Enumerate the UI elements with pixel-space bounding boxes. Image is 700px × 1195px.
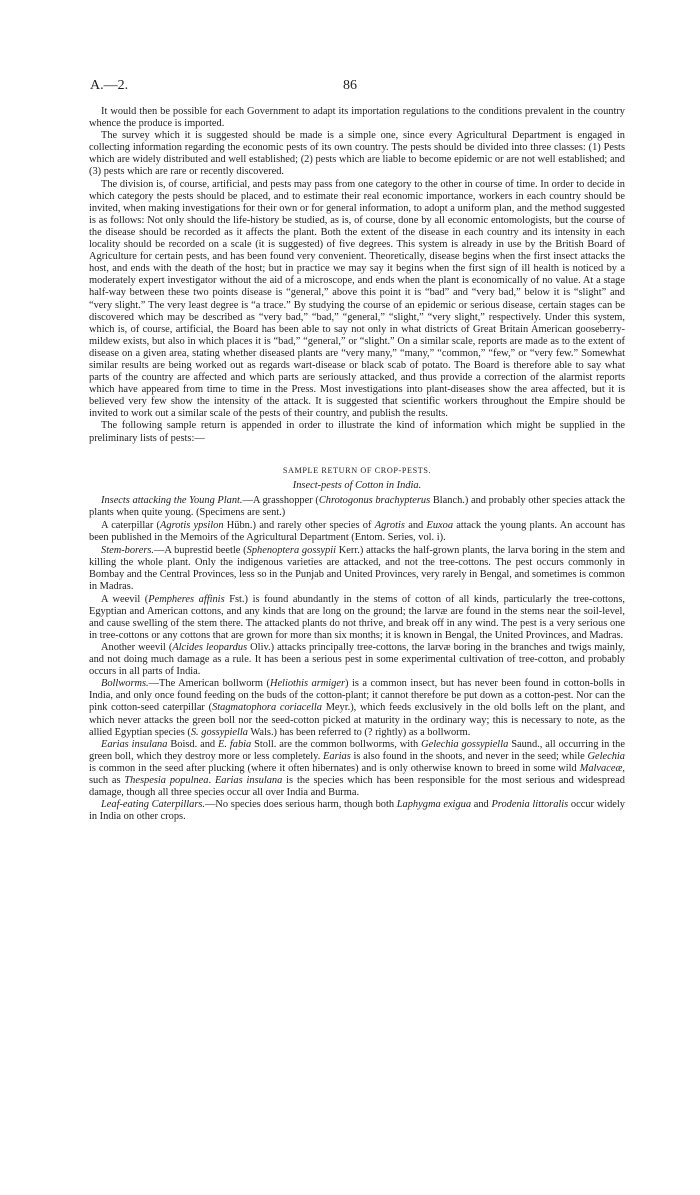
text-run: ) is a common insect, but has never been found in cotton-bolls in India, and only once found feeding on the buds of the cotton-plant; it cannot therefore be put down as a cotton-pest. Nor can the pink cotton-seed caterpillar (	[89, 678, 626, 714]
text-run: Another weevil (	[101, 641, 173, 653]
text-run: Stoll. are the common bollworms, with	[251, 738, 422, 750]
species-name: Stagmatophora coriacella	[212, 702, 322, 714]
paragraph-importation: It would then be possible for each Government to adapt its importation regulations to the conditions prevalent in the country whence the produce is imported.	[89, 106, 625, 130]
text-run: and	[404, 520, 427, 531]
page-number: 86	[343, 78, 357, 93]
paragraph-bollworms	[89, 678, 625, 738]
paragraph-caterpillar	[89, 520, 625, 544]
text-run: is also found in the shoots, and never in the seed; while	[350, 750, 588, 762]
paragraph-stem-borers	[89, 545, 625, 593]
species-name: Gelechia gossypiella	[421, 738, 509, 750]
document-reference: A.—2.	[90, 78, 129, 93]
paragraph-leaf-eating	[89, 799, 625, 823]
paragraph-earias	[89, 739, 625, 799]
text-run: is the species which has been responsible for the most serious and widespread damage, though all three species occur all over India and Burma.	[89, 774, 625, 799]
species-name: Sphenoptera gossypii	[246, 545, 336, 557]
text-run: —A grasshopper (	[242, 494, 319, 506]
text-run: A weevil (	[101, 593, 149, 605]
species-name: E. fabia	[218, 738, 252, 750]
species-name: Alcides leopardus	[172, 641, 248, 653]
text-run: Kerr.) attacks the half-grown plants, the larva boring in the stem and killing the whole plant. Only the indigenous varieties are attacked, and not the tree-cottons. The pest occurs commonly in Bombay and the Central Provinces, less so in the Punjab and United Provinces, very rarely in Bengal, and sometimes is common in Madras.	[89, 545, 625, 593]
text-run: Oliv.) attacks principally tree-cottons, the larvæ boring in the branches and twigs mainly, and not doing much damage as a rule. It has been a serious pest in some experimental cultivation of tree-cotton, and probably occurs in all parts of India.	[89, 641, 626, 678]
lead-leaf-eating: Leaf-eating Caterpillars.	[101, 799, 206, 811]
lead-young-plant: Insects attacking the Young Plant.	[101, 494, 243, 506]
text-run: Wals.) has been referred to (? rightly) as a bollworm.	[248, 726, 471, 738]
document-body	[89, 106, 625, 823]
text-run: and	[471, 799, 492, 811]
text-run: —A buprestid beetle (	[154, 545, 247, 557]
paragraph-another-weevil	[89, 642, 625, 678]
text-run: Saund., all occurring in the green boll, which they destroy more or less completely.	[89, 738, 625, 762]
section-heading: SAMPLE RETURN OF CROP-PESTS.	[282, 465, 432, 475]
genus-name: Gelechia	[587, 750, 625, 762]
species-name: S. gossypiella	[190, 726, 249, 738]
species-name: Agrotis ypsilon	[160, 520, 224, 531]
text-run: is common in the seed after plucking (where it often hibernates) and is only otherwise known to breed in some wild	[89, 762, 580, 774]
family-name: Malvaceæ	[579, 762, 623, 774]
paragraph-sample-intro: The following sample return is appended in order to illustrate the kind of information which might be supplied in the preliminary lists of pests:—	[89, 420, 625, 444]
text-run: A caterpillar (	[101, 520, 161, 531]
lead-stem-borers: Stem-borers.	[101, 545, 155, 557]
text-run: —No species does serious harm, though both	[205, 799, 397, 811]
paragraph-division: The division is, of course, artificial, and pests may pass from one category to the other in course of time. In order to decide in which category the pests should be placed, and to estimate their real economic importance, workers in each country should be invited, when making investigations for their own or for general information, to adopt a uniform plan, and the method suggested is as follows: Not only should the life-history be studied, as is, of course, done by all economic entomologists, but the course of the disease should be recorded as it affects the plant. Both the extent of the disease in each country and its intensity in each locality should be recorded on a scale (it is suggested) of five degrees. This system is already in use by the British Board of Agriculture for certain pests, and has been found very convenient. Theoretically, disease begins when the first insect attacks the host, and ends with the death of the host; but in practice we may say it begins when the first sign of ill health is noticed by a moderately expert investigator without the aid of a microscope, and ends when the plant is economically of no value. At a stage half-way between these two points disease is “general,” above this point it is “bad” and “very bad,” below it is “slight” and “very slight.” The very least degree is “a trace.” By studying the course of an epidemic or serious disease, certain stages can be discovered which may be described as “very bad,” “bad,” “general,” “slight,” “very slight,” respectively. Under this system, which is, of course, artificial, the Board has been able to say not only in what districts of Great Britain American gooseberry-mildew exists, but also in which places it is “bad,” “general,” or “slight.” On a similar scale, reports are made as to the extent of disease on a given area, stating whether diseased plants are “very many,” “many,” “common,” “few,” or “very few.” Somewhat similar results are being worked out as regards wart-disease or black scab of potato. The Board is therefore able to say what parts of the country are affected and which parts are seriously attacked, and thus provide a correction of the alarmist reports which have appeared from time to time in the Press. Most investigations into plant-diseases show the area affected, but it is believed very few show the intensity of the attack. It is suggested that scientific workers throughout the Empire should be invited to work out a similar scale of the pests of their country, and publish the results.	[89, 178, 625, 420]
text-run: .	[208, 774, 215, 786]
species-name: Heliothis armiger	[269, 678, 346, 690]
genus-name: Agrotis	[374, 520, 405, 531]
text-run: , such as	[89, 762, 625, 786]
text-run: Hübn.) and rarely other species of	[223, 520, 375, 531]
paragraph-survey: The survey which it is suggested should be made is a simple one, since every Agricultural Department is engaged in collecting information regarding the economic pests of its own country. The pests should be divided into three classes: (1) Pests which are widely distributed and well established; (2) pests which are liable to become epidemic or are not well established; and (3) pests which are rare or recently discovered.	[89, 130, 625, 178]
text-run: attack the young plants. An account has been published in the Memoirs of the Agricultural Department (Entom. Series, vol. i).	[89, 520, 626, 544]
text-run: Meyr.), which feeds exclusively in the old bolls left on the plant, and which never attacks the green boll nor the seed-cotton picked at maturity in the ordinary way; this is necessary to note, as the allied Egyptian species (	[89, 702, 625, 738]
text-run: Boisd. and	[167, 738, 219, 750]
species-name: Earias insulana	[214, 774, 283, 786]
species-name: Earias insulana	[101, 738, 168, 750]
text-run: occur widely in India on other crops.	[89, 799, 625, 823]
species-name: Prodenia littoralis	[491, 799, 569, 811]
genus-name: Euxoa	[426, 520, 454, 531]
species-name: Laphygma exigua	[396, 799, 472, 811]
genus-name: Earias	[323, 750, 351, 762]
species-name: Thespesia populnea	[124, 774, 209, 786]
text-run: Fst.) is found abundantly in the stems of cotton of all kinds, particularly the tree-cottons, Egyptian and American cottons, and any kinds that are long on the ground; the larvæ are found in the stems near the soil-level, and cause swelling of the stem there. The attacked plants do not thrive, and break off in any wind. The pest is a very serious one in tree-cottons or any cottons that are grown for more than six months; it is known in Bengal, the United Provinces, and Madras.	[89, 593, 625, 641]
section-subheading: Insect-pests of Cotton in India.	[292, 479, 422, 491]
text-run: —The American bollworm (	[148, 678, 270, 690]
species-name: Pempheres affinis	[148, 593, 225, 605]
paragraph-weevil	[89, 594, 625, 642]
page-header	[0, 78, 700, 98]
text-run: Blanch.) and probably other species attack the plants when quite young. (Specimens are sent.)	[89, 494, 625, 518]
lead-bollworms: Bollworms.	[101, 678, 149, 690]
species-name: Chrotogonus brachypterus	[318, 494, 431, 506]
paragraph-young-plant	[89, 495, 625, 519]
